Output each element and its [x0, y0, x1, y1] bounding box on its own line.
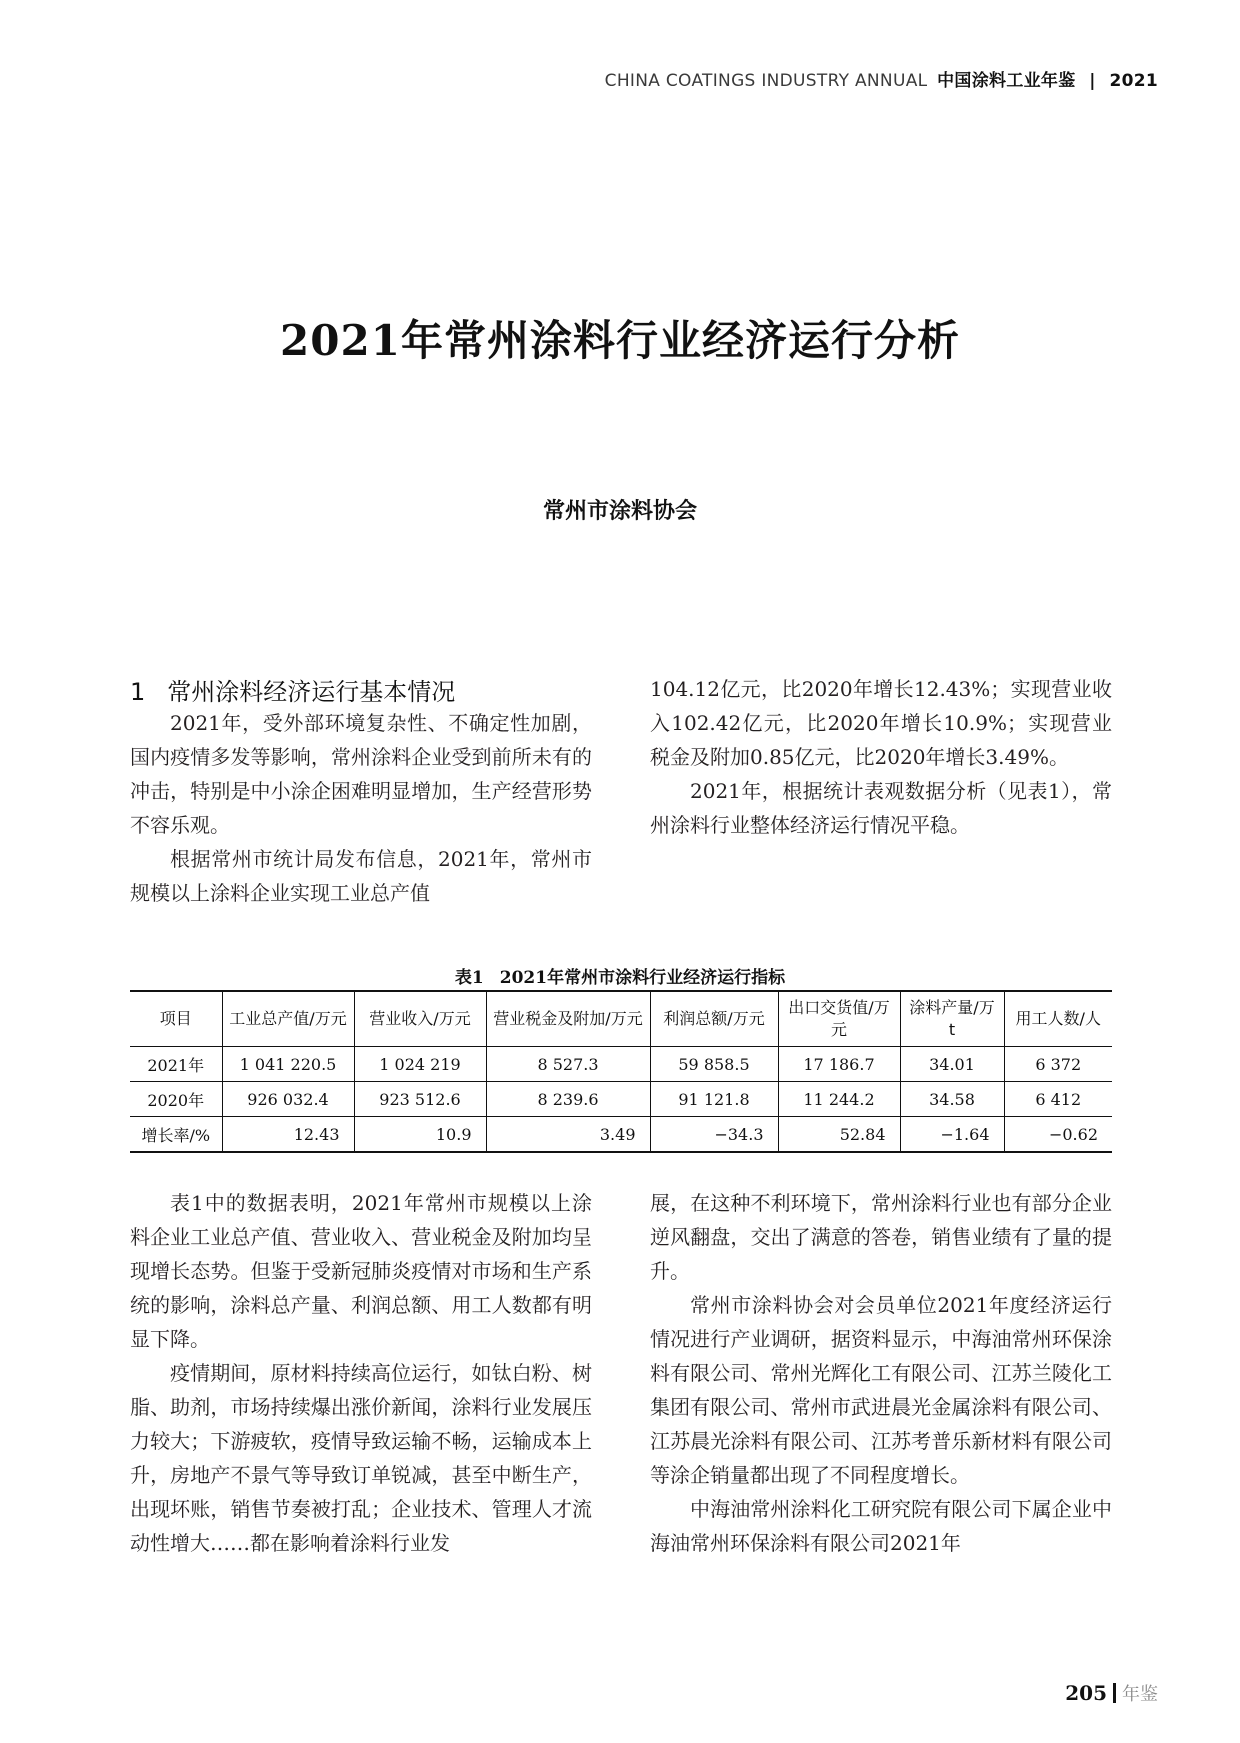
table-cell: −0.62	[1004, 1117, 1112, 1153]
table-cell: 17 186.7	[778, 1047, 900, 1082]
column-header: 营业税金及附加/万元	[486, 991, 650, 1047]
running-header	[605, 66, 1158, 91]
table-caption	[0, 963, 1240, 988]
left-column-top	[130, 706, 592, 910]
right-column-bottom	[650, 1186, 1112, 1560]
paragraph: 常州市涂料协会对会员单位2021年度经济运行情况进行产业调研，据资料显示，中海油常州环保涂料有限公司、常州光辉化工有限公司、江苏兰陵化工集团有限公司、常州市武进晨光金属涂料有限公司、江苏晨光涂料有限公司、江苏考普乐新材料有限公司等涂企销量都出现了不同程度增长。	[650, 1293, 1112, 1487]
table-row	[130, 1047, 1112, 1082]
article-author: 常州市涂料协会	[542, 499, 697, 524]
table-cell: 8 239.6	[486, 1082, 650, 1117]
table-cell: −34.3	[650, 1117, 778, 1153]
paragraph: 疫情期间，原材料持续高位运行，如钛白粉、树脂、助剂，市场持续爆出涨价新闻，涂料行业发展压力较大；下游疲软，疫情导致运输不畅，运输成本上升，房地产不景气等导致订单锐减，甚至中断生产，出现坏账，销售节奏被打乱；企业技术、管理人才流动性增大……都在影响着涂料行业发	[130, 1361, 592, 1555]
paragraph: 根据常州市统计局发布信息，2021年，常州市规模以上涂料企业实现工业总产值	[130, 847, 592, 905]
paragraph: 104.12亿元，比2020年增长12.43%；实现营业收入102.42亿元，比2020年增长10.9%；实现营业税金及附加0.85亿元，比2020年增长3.49%。	[650, 677, 1112, 769]
table-cell: 91 121.8	[650, 1082, 778, 1117]
footer-divider	[1113, 1683, 1116, 1703]
column-header: 营业收入/万元	[354, 991, 486, 1047]
table-cell: 8 527.3	[486, 1047, 650, 1082]
table-cell: 1 041 220.5	[222, 1047, 354, 1082]
row-label: 2020年	[130, 1082, 222, 1117]
section-heading	[130, 672, 455, 707]
column-header: 涂料产量/万t	[900, 991, 1004, 1047]
paragraph: 中海油常州涂料化工研究院有限公司下属企业中海油常州环保涂料有限公司2021年	[650, 1497, 1112, 1555]
page-footer	[1065, 1680, 1158, 1706]
page-number: 205	[1065, 1681, 1107, 1705]
table-cell: 10.9	[354, 1117, 486, 1153]
header-english-title: CHINA COATINGS INDUSTRY ANNUAL	[604, 71, 928, 91]
paragraph: 表1中的数据表明，2021年常州市规模以上涂料企业工业总产值、营业收入、营业税金及附加均呈现增长态势。但鉴于受新冠肺炎疫情对市场和生产系统的影响，涂料总产量、利润总额、用工人数都有明显下降。	[130, 1191, 592, 1351]
table-cell: 926 032.4	[222, 1082, 354, 1117]
table-cell: 34.58	[900, 1082, 1004, 1117]
paragraph: 2021年，受外部环境复杂性、不确定性加剧，国内疫情多发等影响，常州涂料企业受到前所未有的冲击，特别是中小涂企困难明显增加，生产经营形势不容乐观。	[130, 711, 592, 837]
table-cell: 923 512.6	[354, 1082, 486, 1117]
table-cell: 3.49	[486, 1117, 650, 1153]
header-year: 2021	[1109, 71, 1158, 91]
row-label: 增长率/%	[130, 1117, 222, 1153]
table-cell: 34.01	[900, 1047, 1004, 1082]
table-row	[130, 1082, 1112, 1117]
row-label: 2021年	[130, 1047, 222, 1082]
table-header-row	[130, 991, 1112, 1047]
left-column-bottom	[130, 1186, 592, 1560]
table-cell: 52.84	[778, 1117, 900, 1153]
column-header: 出口交货值/万元	[778, 991, 900, 1047]
paragraph: 展，在这种不利环境下，常州涂料行业也有部分企业逆风翻盘，交出了满意的答卷，销售业绩有了量的提升。	[650, 1191, 1112, 1283]
section-number: 1	[130, 678, 146, 706]
economic-indicators-table	[130, 990, 1112, 1153]
table-caption-label: 表1	[454, 968, 484, 988]
table-cell: −1.64	[900, 1117, 1004, 1153]
table-cell: 6 372	[1004, 1047, 1112, 1082]
table-cell: 11 244.2	[778, 1082, 900, 1117]
table-caption-title: 2021年常州市涂料行业经济运行指标	[499, 968, 786, 988]
right-column-top	[650, 672, 1112, 842]
column-header: 用工人数/人	[1004, 991, 1112, 1047]
column-header: 工业总产值/万元	[222, 991, 354, 1047]
table-cell: 1 024 219	[354, 1047, 486, 1082]
table-cell: 12.43	[222, 1117, 354, 1153]
section-title: 常州涂料经济运行基本情况	[167, 678, 456, 706]
footer-label: 年鉴	[1122, 1684, 1158, 1705]
table-cell: 6 412	[1004, 1082, 1112, 1117]
table-cell: 59 858.5	[650, 1047, 778, 1082]
column-header: 利润总额/万元	[650, 991, 778, 1047]
article-title: 2021年常州涂料行业经济运行分析	[280, 316, 960, 365]
header-chinese-title: 中国涂料工业年鉴	[937, 71, 1076, 91]
paragraph: 2021年，根据统计表观数据分析（见表1），常州涂料行业整体经济运行情况平稳。	[650, 779, 1112, 837]
header-separator: |	[1089, 71, 1096, 91]
table-row	[130, 1117, 1112, 1153]
column-header: 项目	[159, 1009, 192, 1028]
